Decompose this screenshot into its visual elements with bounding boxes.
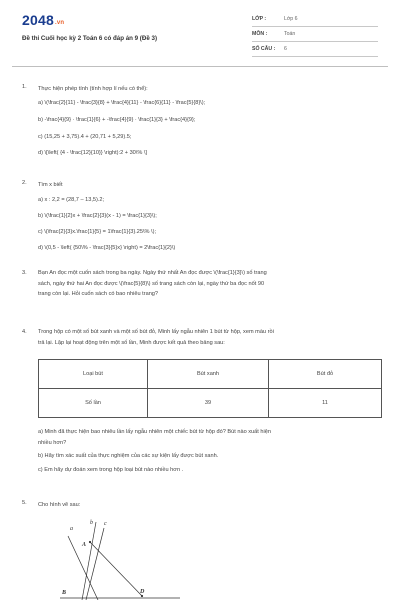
point-a <box>89 541 91 543</box>
question-2-item-d: d) \(0,5 - \left( {50\% - \frac{3}{5}x} \right) = 2\frac{1}{2}\) <box>38 245 176 251</box>
label-point-b: B <box>62 590 67 596</box>
question-2-item-a: a) x : 2,2 = (28,7 – 13,5).2; <box>38 197 105 203</box>
info-label: MÔN : <box>252 31 268 37</box>
question-1-item-a: a) \(\frac{2}{11} - \frac{3}{8} + \frac{4}{11} - \frac{6}{11} - \frac{5}{8}\); <box>38 100 206 106</box>
question-1-item-c: c) (15,25 + 3,75).4 + (20,71 + 5,29).5; <box>38 134 132 140</box>
question-4-item-a: a) Minh đã thực hiện bao nhiêu lần lấy ngẫu nhiên một chiếc bút từ hộp đó? Bút nào xuất hiện <box>38 429 271 435</box>
question-number: 4. <box>22 329 27 335</box>
info-underline <box>252 26 378 27</box>
geometry-figure <box>40 516 180 600</box>
question-4-items <box>38 427 382 475</box>
question-4-item-a-cont: nhiều hơn? <box>38 439 67 446</box>
table-row <box>39 360 382 389</box>
question-text: Tìm x biết <box>38 182 63 188</box>
label-a: a <box>70 526 73 532</box>
question-2-item-b: b) \(\frac{1}{2}x + \frac{2}{3}(x - 1) = \frac{1}{3}\); <box>38 213 157 219</box>
question-number: 2. <box>22 180 27 186</box>
question-1-item-d: d) \[\left( {4 - \frac{12}{10}} \right):2 + 30\% \] <box>38 150 147 156</box>
question-2-item-c: c) \(\frac{2}{3}x.\frac{1}{5} = 1\frac{1}{3}.25\% \); <box>38 229 157 235</box>
table-row <box>39 389 382 418</box>
table-cell: 11 <box>269 389 382 418</box>
header-divider <box>12 66 388 67</box>
question-text: Thực hiện phép tính (tính hợp lí nếu có thể): <box>38 86 148 92</box>
table-header-cell: Bút đỏ <box>269 360 382 389</box>
question-number: 3. <box>22 270 27 276</box>
site-logo[interactable] <box>22 12 64 28</box>
question-text-line: sách, ngày thứ hai An đọc được \(\frac{5}{8}\) số trang sách còn lại, ngày thứ ba đọc nốt 90 <box>38 280 265 287</box>
info-label: SỐ CÂU : <box>252 46 276 52</box>
question-4-item-c: c) Em hãy dự đoán xem trong hộp loại bút nào nhiều hơn . <box>38 466 184 473</box>
table-header-cell: Loại bút <box>39 360 148 389</box>
table-header-cell: Bút xanh <box>148 360 269 389</box>
question-text-line: trả lại. Lặp lại hoạt động trên một số lần, Minh được kết quả theo bảng sau: <box>38 339 225 346</box>
question-1-item-b: b) -\frac{4}{9} · \frac{1}{6} + -\frac{4}{9} · \frac{1}{3} + \frac{4}{9}; <box>38 117 196 123</box>
segment-ad <box>90 542 142 596</box>
label-point-d: D <box>140 589 145 595</box>
logo-suffix: .vn <box>54 20 65 26</box>
table-cell: 39 <box>148 389 269 418</box>
question-text-line: Bạn An đọc một cuốn sách trong ba ngày. Ngày thứ nhất An đọc được \(\frac{1}{3}\) số trang <box>38 270 267 276</box>
label-c: c <box>104 521 107 527</box>
info-value: Lớp 6 <box>284 16 298 22</box>
document-header <box>0 0 400 66</box>
label-point-a: A <box>82 542 87 548</box>
document-title: Đề thi Cuối học kỳ 2 Toán 6 có đáp án 9 (Đề 3) <box>22 35 158 42</box>
info-value: 6 <box>284 46 287 52</box>
question-number: 5. <box>22 500 27 506</box>
logo-main: 2048 <box>22 12 54 28</box>
question-text-line: trang còn lại. Hỏi cuốn sách có bao nhiêu trang? <box>38 291 159 297</box>
question-3-text <box>38 268 382 300</box>
info-value: Toán <box>284 31 296 37</box>
info-underline <box>252 41 378 42</box>
question-number: 1. <box>22 84 27 90</box>
question-4-text <box>38 327 382 348</box>
question-4-item-b: b) Hãy tìm xác suất của thực nghiệm của các sự kiện lấy được bút xanh. <box>38 453 219 459</box>
info-underline <box>252 56 378 57</box>
point-d <box>141 595 143 597</box>
table-cell: Số lần <box>39 389 148 418</box>
results-table <box>38 359 382 418</box>
info-label: LỚP : <box>252 16 267 22</box>
question-text-line: Trong hộp có một số bút xanh và một số bút đỏ, Minh lấy ngẫu nhiên 1 bút từ hộp, xem màu rồi <box>38 329 274 335</box>
label-b: b <box>90 520 93 526</box>
question-text: Cho hình vẽ sau: <box>38 502 81 508</box>
